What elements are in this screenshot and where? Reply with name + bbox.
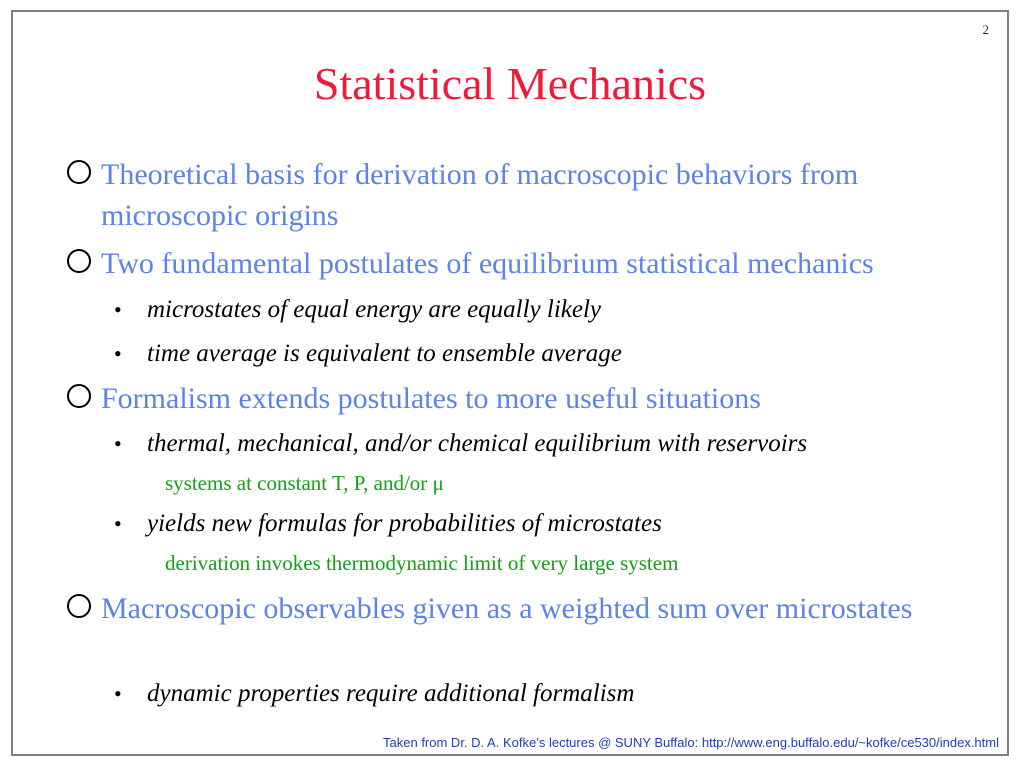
bullet-dot-icon: • xyxy=(114,511,122,536)
bullet-2 xyxy=(67,243,977,284)
slide-title: Statistical Mechanics xyxy=(313,58,707,109)
bullet-4-sub-1-text: dynamic properties require additional formalism xyxy=(147,680,635,707)
bullet-3-sub-2-text: yields new formulas for probabilities of microstates xyxy=(147,510,662,537)
bullet-3-sub-1-text: thermal, mechanical, and/or chemical equilibrium with reservoirs xyxy=(147,430,808,457)
bullet-2-sub-2 xyxy=(114,337,994,371)
bullet-3-sub-2-note: derivation invokes thermodynamic limit of very large system xyxy=(165,551,679,575)
bullet-3-sub-1 xyxy=(114,427,994,461)
bullet-dot-icon: • xyxy=(114,297,122,322)
hollow-circle-icon xyxy=(67,249,91,273)
hollow-circle-icon xyxy=(67,594,91,618)
bullet-dot-icon: • xyxy=(114,341,122,366)
hollow-circle-icon xyxy=(67,384,91,408)
bullet-4-sub-1 xyxy=(114,677,994,711)
bullet-2-text: Two fundamental postulates of equilibrium statistical mechanics xyxy=(101,247,874,280)
bullet-1 xyxy=(67,154,977,236)
page-number: 2 xyxy=(982,22,989,37)
hollow-circle-icon xyxy=(67,160,91,184)
bullet-2-sub-2-text: time average is equivalent to ensemble average xyxy=(147,340,622,367)
bullet-4-text: Macroscopic observables given as a weighted sum over microstates xyxy=(101,592,913,625)
bullet-3-sub-2 xyxy=(114,507,994,541)
source-footer: Taken from Dr. D. A. Kofke’s lectures @ SUNY Buffalo: http://www.eng.buffalo.edu/~kofke/ce530/index.html xyxy=(383,735,999,750)
bullet-2-sub-1-text: microstates of equal energy are equally likely xyxy=(147,296,602,323)
bullet-4 xyxy=(67,588,977,629)
bullet-dot-icon: • xyxy=(114,431,122,456)
slide xyxy=(11,10,1009,756)
bullet-2-sub-1 xyxy=(114,293,994,327)
bullet-dot-icon: • xyxy=(114,681,122,706)
bullet-3-sub-1-note: systems at constant T, P, and/or μ xyxy=(165,471,444,495)
bullet-3 xyxy=(67,378,977,419)
bullet-1-text: Theoretical basis for derivation of macroscopic behaviors from microscopic origins xyxy=(101,158,859,232)
bullet-3-text: Formalism extends postulates to more useful situations xyxy=(101,382,761,415)
